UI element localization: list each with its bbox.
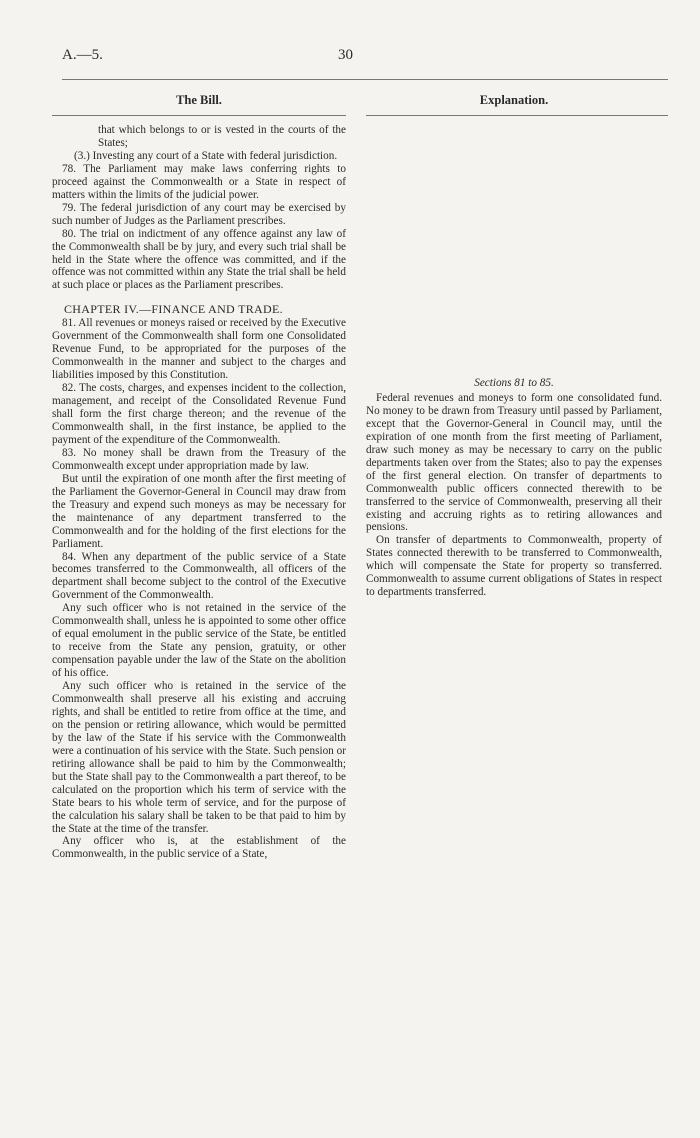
- page-number: 30: [338, 47, 353, 63]
- clause-80: 80. The trial on indictment of any offence against any law of the Commonwealth shall be by jury, and every such trial shall be held in the State where the offence was committed, and if the offence was not committed within any State the trial shall be held at such place or places as the Parliament prescribes.: [52, 227, 346, 292]
- section-reference: Sections 81 to 85.: [474, 377, 554, 389]
- column-title-rule: [52, 115, 346, 116]
- chapter-heading: CHAPTER IV.—FINANCE AND TRADE.: [64, 302, 283, 317]
- bill-paragraph: Any officer who is, at the establishment of the Commonwealth, in the public service of a State,: [52, 835, 346, 861]
- bill-paragraph: (3.) Investing any court of a State with federal jurisdiction.: [74, 149, 338, 162]
- explanation-paragraph: On transfer of departments to Commonwealth, property of States connected therewith to be transferred to Commonwealth, which will compensate the State for property so transferred. Commonwealth to assume current obligations of States in respect to departments transferred.: [366, 534, 662, 599]
- clause-83: 83. No money shall be drawn from the Treasury of the Commonwealth except under appropriation made by law.: [52, 446, 346, 472]
- bill-column: [52, 124, 346, 861]
- clause-83-proviso: But until the expiration of one month after the first meeting of the Parliament the Governor-General in Council may draw from the Treasury and expend such moneys as may be necessary for the maintenance of any department transferred to the Commonwealth and for the holding of the first elections for the Parliament.: [52, 472, 346, 550]
- explanation-paragraph: Federal revenues and moneys to form one consolidated fund. No money to be drawn from Treasury until passed by Parliament, except that the Governor-General in Council may, until the expiration of one month from the first meeting of Parliament, draw such money as may be necessary to carry on the public departments taken over from the States; also to pay the expenses of the first general election. On transfer of departments to Commonwealth public officers connected therewith to be transferred to the service of Commonwealth, preserving all their existing and accruing rights as to retiring allowances and pensions.: [366, 391, 662, 534]
- page-reference: A.—5.: [62, 47, 103, 63]
- explanation-column-title: Explanation.: [479, 93, 549, 107]
- clause-78: 78. The Parliament may make laws conferring rights to proceed against the Commonwealth or a State in respect of matters within the limits of the judicial power.: [52, 162, 346, 201]
- clause-79: 79. The federal jurisdiction of any court may be exercised by such number of Judges as the Parliament prescribes.: [52, 201, 346, 227]
- header-rule: [62, 79, 668, 80]
- clause-81: 81. All revenues or moneys raised or received by the Executive Government of the Commonwealth shall form one Consolidated Revenue Fund, to be appropriated for the purposes of the Commonwealth in the manner and subject to the charges and liabilities imposed by this Constitution.: [52, 317, 346, 382]
- explanation-column: [366, 377, 662, 599]
- clause-84: 84. When any department of the public service of a State becomes transferred to the Commonwealth, all officers of the department shall become subject to the control of the Executive Government of the Commonwealth.: [52, 550, 346, 602]
- bill-paragraph: Any such officer who is not retained in the service of the Commonwealth shall, unless he is appointed to some other office of equal emolument in the public service of the State, be entitled to receive from the State any pension, gratuity, or other compensation payable under the law of the State on the abolition of his office.: [52, 602, 346, 680]
- bill-paragraph: that which belongs to or is vested in the courts of the States;: [98, 124, 346, 149]
- column-title-rule: [366, 115, 668, 116]
- bill-column-title: The Bill.: [176, 93, 222, 107]
- bill-paragraph: Any such officer who is retained in the service of the Commonwealth shall preserve all his existing and accruing rights, and shall be entitled to retire from office at the time, and on the pension or retiring allowance, which would be permitted by the law of the State if his service with the Commonwealth were a continuation of his service with the State. Such pension or retiring allowance shall be paid to him by the Commonwealth; but the State shall pay to the Commonwealth a part thereof, to be calculated on the proportion which his term of service with the State bears to his whole term of service, and for the purpose of the calculation his salary shall be taken to be that paid to him by the State at the time of the transfer.: [52, 680, 346, 835]
- clause-82: 82. The costs, charges, and expenses incident to the collection, management, and receipt of the Consolidated Revenue Fund shall form the first charge thereon; and the revenue of the Commonwealth shall, in the first instance, be applied to the payment of the expenditure of the Commonwealth.: [52, 382, 346, 446]
